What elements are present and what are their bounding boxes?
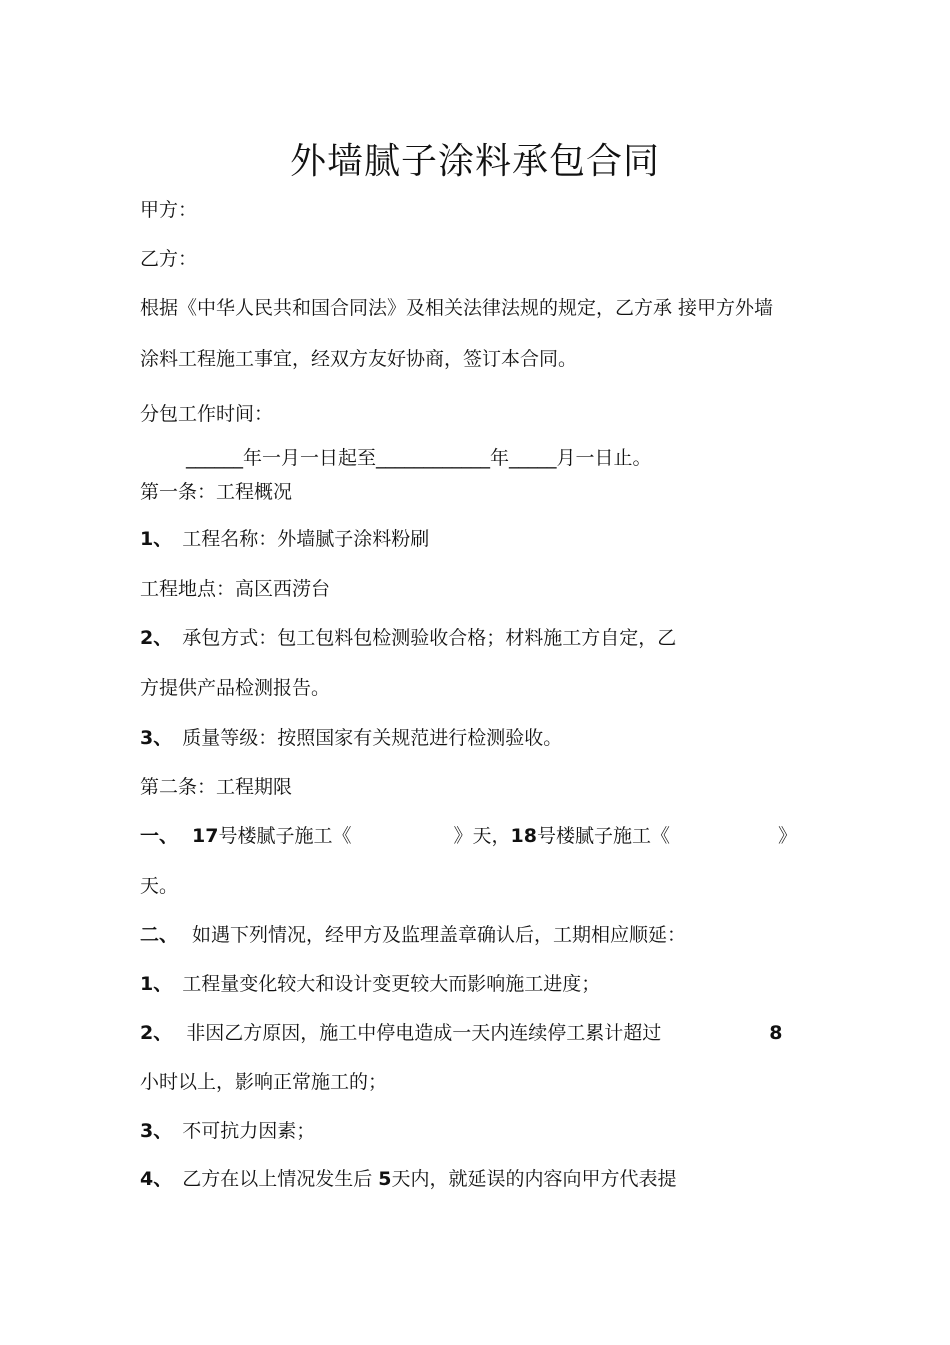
condition-1-number: 1、 bbox=[140, 973, 173, 995]
condition-4-text-a: 乙方在以上情况发生后 bbox=[182, 1168, 373, 1190]
condition-2-text: 非因乙方原因，施工中停电造成一天内连续停工累计超过 bbox=[186, 1022, 662, 1044]
condition-3 bbox=[140, 1119, 315, 1143]
period-clause-1-continuation: 天。 bbox=[140, 875, 179, 897]
item-2-continuation: 方提供产品检测报告。 bbox=[140, 677, 331, 699]
item-3 bbox=[140, 726, 562, 750]
condition-4-text-b: 天内，就延误的内容向甲方代表提 bbox=[391, 1168, 677, 1190]
period-1-prefix: 一、 bbox=[140, 825, 179, 847]
article-1-title: 第一条：工程概况 bbox=[140, 481, 293, 503]
condition-2-continuation: 小时以上，影响正常施工的； bbox=[140, 1071, 388, 1093]
building-18-close: 》 bbox=[777, 825, 797, 847]
condition-1 bbox=[140, 972, 600, 996]
building-17-days: 》天， bbox=[453, 825, 511, 847]
item-3-text: 质量等级：按照国家有关规范进行检测验收。 bbox=[182, 727, 563, 749]
item-1-number: 1、 bbox=[140, 528, 173, 550]
item-2 bbox=[140, 626, 676, 650]
party-b-label: 乙方： bbox=[140, 248, 198, 270]
period-2-prefix: 二、 bbox=[140, 924, 179, 946]
building-17-number: 17 bbox=[192, 825, 219, 847]
condition-2 bbox=[140, 1021, 782, 1045]
item-3-number: 3、 bbox=[140, 727, 173, 749]
condition-1-text: 工程量变化较大和设计变更较大而影响施工进度； bbox=[182, 973, 601, 995]
condition-2-hours: 8 bbox=[769, 1022, 783, 1044]
item-2-number: 2、 bbox=[140, 627, 173, 649]
period-clause-2 bbox=[140, 923, 686, 947]
document-title: 外墙腻子涂料承包合同 bbox=[289, 141, 660, 182]
condition-4-number: 4、 bbox=[140, 1168, 173, 1190]
condition-4 bbox=[140, 1167, 677, 1191]
building-17-text: 号楼腻子施工《 bbox=[218, 825, 352, 847]
item-1 bbox=[140, 527, 429, 551]
building-18-text: 号楼腻子施工《 bbox=[536, 825, 670, 847]
project-location: 工程地点：高区西涝台 bbox=[140, 578, 331, 600]
preamble-line-1: 根据《中华人民共和国合同法》及相关法律法规的规定，乙方承 接甲方外墙 bbox=[140, 297, 774, 319]
period-clause-1 bbox=[140, 824, 797, 848]
condition-2-number: 2、 bbox=[140, 1022, 173, 1044]
period-2-text: 如遇下列情况，经甲方及监理盖章确认后，工期相应顺延： bbox=[192, 924, 687, 946]
party-a-label: 甲方： bbox=[140, 199, 198, 221]
work-time-line: ______年一月一日起至____________年_____月一日止。 bbox=[186, 447, 652, 469]
work-time-label: 分包工作时间： bbox=[140, 403, 274, 425]
article-2-title: 第二条：工程期限 bbox=[140, 776, 293, 798]
preamble-line-2: 涂料工程施工事宜，经双方友好协商，签订本合同。 bbox=[140, 348, 578, 370]
condition-3-number: 3、 bbox=[140, 1120, 173, 1142]
building-18-number: 18 bbox=[510, 825, 537, 847]
item-2-text: 承包方式：包工包料包检测验收合格；材料施工方自定，乙 bbox=[182, 627, 677, 649]
condition-4-days: 5 bbox=[378, 1168, 392, 1190]
item-1-text: 工程名称：外墙腻子涂料粉刷 bbox=[182, 528, 430, 550]
condition-3-text: 不可抗力因素； bbox=[182, 1120, 316, 1142]
